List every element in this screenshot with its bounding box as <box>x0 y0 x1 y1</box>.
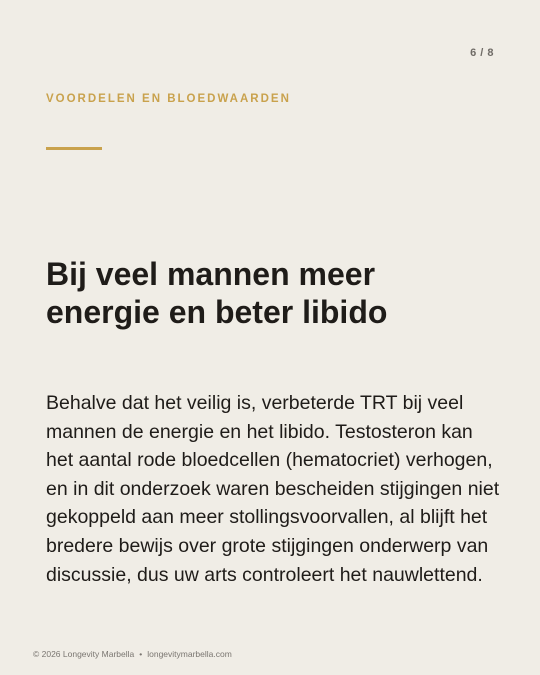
accent-divider <box>46 147 102 150</box>
page-counter: 6 / 8 <box>470 47 494 59</box>
footer-copyright: © 2026 Longevity Marbella <box>33 649 135 659</box>
section-eyebrow: VOORDELEN EN BLOEDWAARDEN <box>46 93 291 105</box>
footer <box>33 649 232 659</box>
footer-separator: • <box>139 649 143 659</box>
headline: Bij veel mannen meer energie en beter libido <box>46 256 388 330</box>
body-paragraph: Behalve dat het veilig is, verbeterde TRT bij veel mannen de energie en het libido. Testosteron kan het aantal rode bloedcellen (hematocriet) verhogen, en in dit onderzoek waren bescheiden stijgingen niet gekoppeld aan meer stollingsvoorvallen, al blijft het bredere bewijs over grote stijgingen onderwerp van discussie, dus uw arts controleert het nauwlettend. <box>46 392 500 586</box>
footer-website-link[interactable]: longevitymarbella.com <box>147 649 232 659</box>
